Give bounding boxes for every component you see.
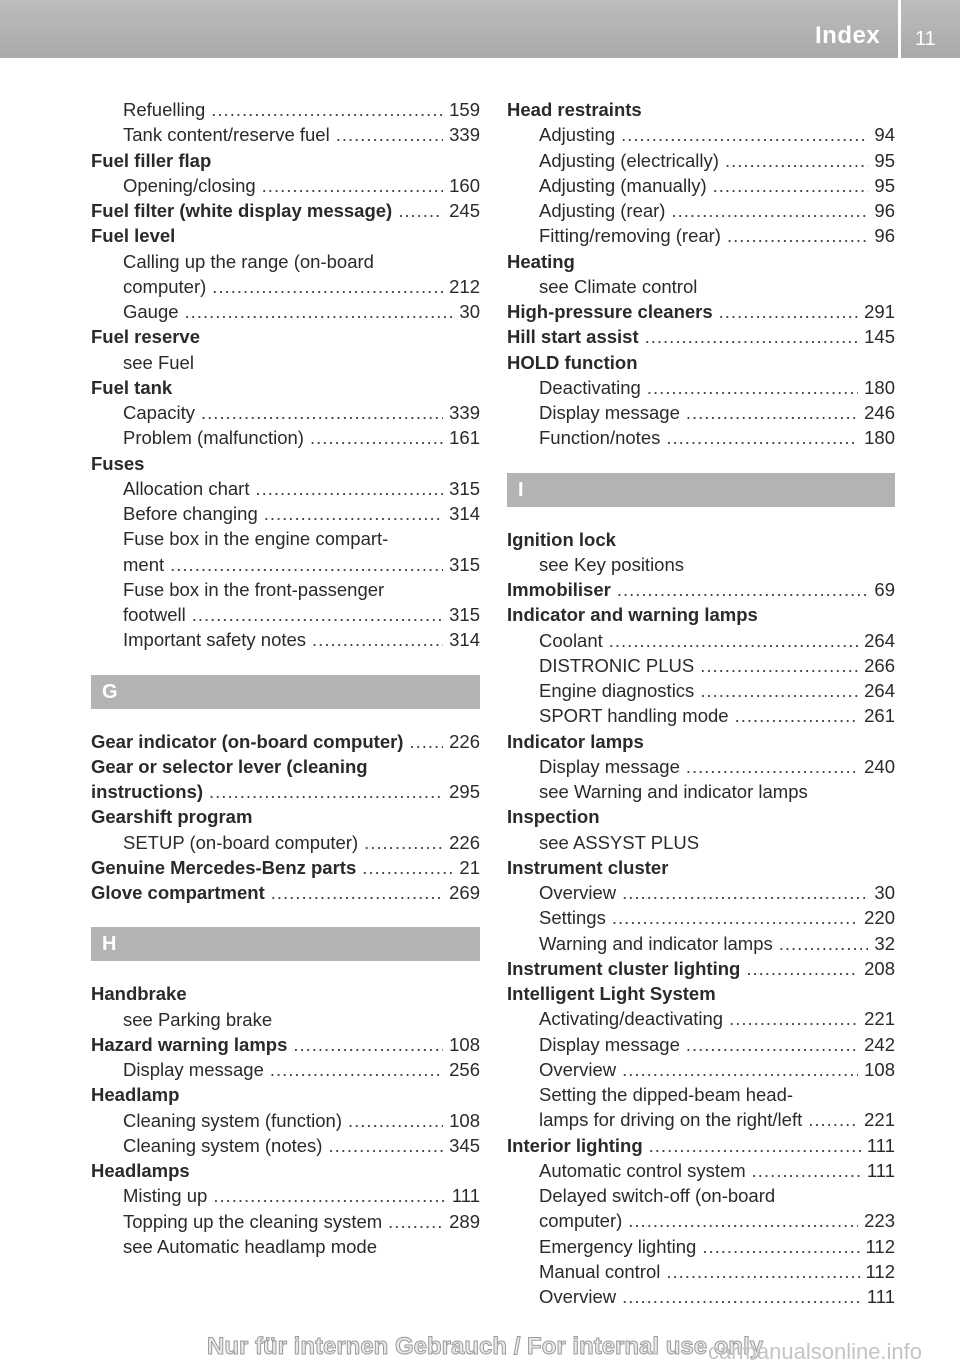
page-ref: 242 — [864, 1033, 895, 1055]
entry-text: Coolant — [539, 629, 603, 651]
dot-leader — [647, 375, 858, 400]
index-entry[interactable] — [507, 324, 895, 349]
index-entry — [507, 249, 895, 274]
dot-leader — [686, 400, 858, 425]
page-ref: 261 — [864, 705, 895, 727]
entry-text: Capacity — [123, 402, 195, 423]
entry-text: ment — [123, 553, 165, 575]
entry-text: Refuelling — [123, 99, 206, 120]
page-ref: 160 — [449, 174, 480, 196]
page-ref: 212 — [449, 275, 480, 297]
page-ref: 208 — [864, 957, 895, 979]
entry-text: Tank content/reserve fuel — [123, 124, 330, 146]
dot-leader — [609, 628, 858, 653]
entry-text: Fuel filler flap — [91, 149, 212, 171]
entry-text: see Parking brake — [123, 1008, 273, 1030]
entry-text: Fuses — [91, 452, 145, 474]
entry-text: computer) — [123, 275, 207, 297]
dot-leader — [735, 703, 859, 728]
dot-leader — [170, 552, 443, 577]
index-subentry[interactable] — [507, 1057, 895, 1082]
index-subentry[interactable] — [91, 122, 480, 147]
index-subentry[interactable] — [91, 501, 480, 526]
page-ref: 315 — [449, 553, 480, 575]
entry-text: Manual control — [539, 1260, 661, 1282]
dot-leader — [348, 1108, 443, 1133]
index-subentry[interactable] — [507, 1158, 895, 1183]
index-subentry[interactable] — [507, 223, 895, 248]
entry-text: SETUP (on-board computer) — [123, 831, 359, 853]
entry-text: Display message — [123, 1059, 264, 1080]
index-entry[interactable] — [91, 1032, 480, 1057]
dot-leader — [621, 122, 868, 147]
entry-text: see Key positions — [539, 553, 685, 575]
entry-text: Adjusting (manually) — [539, 174, 707, 196]
index-subentry — [507, 274, 895, 299]
index-entry[interactable] — [91, 855, 480, 880]
dot-leader — [671, 198, 868, 223]
dot-leader — [686, 1032, 858, 1057]
index-subentry[interactable] — [91, 602, 480, 627]
entry-text: Fuel level — [91, 225, 176, 247]
index-entry[interactable] — [91, 779, 480, 804]
dot-leader — [700, 653, 858, 678]
page-ref: 108 — [449, 1109, 480, 1131]
section-letter: G — [91, 675, 480, 709]
page-ref: 339 — [449, 402, 480, 423]
index-column-left — [91, 97, 480, 1259]
index-entry — [91, 375, 480, 400]
entry-text: Intelligent Light System — [507, 983, 716, 1004]
index-subentry[interactable] — [507, 880, 895, 905]
dot-leader — [622, 1057, 858, 1082]
page-ref: 226 — [449, 730, 480, 752]
entry-text: Important safety notes — [123, 629, 307, 651]
index-subentry — [507, 1183, 895, 1208]
entry-text: Fitting/removing (rear) — [539, 225, 721, 247]
page-number: 11 — [915, 28, 936, 50]
dot-leader — [185, 299, 454, 324]
entry-text: Overview — [539, 1058, 617, 1080]
dot-leader — [622, 880, 868, 905]
entry-text: Before changing — [123, 503, 258, 524]
dot-leader — [727, 223, 868, 248]
page-ref: 289 — [449, 1210, 480, 1232]
entry-text: Engine diagnostics — [539, 680, 695, 701]
index-subentry[interactable] — [507, 1032, 895, 1057]
page-ref: 180 — [864, 376, 895, 398]
page-ref: 339 — [449, 124, 480, 146]
index-entry[interactable] — [507, 577, 895, 602]
dot-leader — [192, 602, 443, 627]
page-ref: 108 — [864, 1058, 895, 1080]
dot-leader — [700, 678, 858, 703]
entry-text: Settings — [539, 907, 606, 929]
dot-leader — [779, 931, 869, 956]
entry-text: HOLD function — [507, 351, 638, 373]
entry-text: Hazard warning lamps — [91, 1033, 288, 1055]
entry-text: Gear or selector lever (cleaning — [91, 755, 368, 777]
footer-watermark: Nur für internen Gebrauch / For internal use only — [207, 1333, 764, 1360]
index-subentry[interactable] — [507, 122, 895, 147]
page-ref: 180 — [864, 427, 895, 449]
page-ref: 111 — [866, 1134, 895, 1156]
entry-text: Opening/closing — [123, 174, 256, 196]
index-entry[interactable] — [91, 880, 480, 905]
dot-leader — [362, 855, 453, 880]
entry-text: Setting the dipped-beam head- — [539, 1084, 794, 1105]
page-ref: 108 — [449, 1033, 480, 1055]
index-subentry[interactable] — [507, 628, 895, 653]
dot-leader — [725, 148, 868, 173]
index-subentry[interactable] — [507, 931, 895, 956]
entry-text: Cleaning system (function) — [123, 1109, 343, 1131]
entry-text: Calling up the range (on-board — [123, 250, 374, 272]
page-ref: 240 — [864, 755, 895, 777]
page-ref: 30 — [874, 882, 895, 903]
entry-text: Indicator lamps — [507, 730, 644, 752]
page-ref: 314 — [449, 503, 480, 524]
index-subentry[interactable] — [507, 148, 895, 173]
page-ref: 223 — [864, 1210, 895, 1232]
page-ref: 94 — [874, 124, 895, 146]
dot-leader — [702, 1234, 859, 1259]
entry-text: Overview — [539, 1286, 617, 1307]
page-ref: 95 — [874, 149, 895, 171]
page-ref: 111 — [451, 1185, 480, 1207]
entry-text: computer) — [539, 1210, 623, 1232]
index-subentry[interactable] — [91, 1209, 480, 1234]
entry-text: Adjusting — [539, 124, 616, 146]
dot-leader — [746, 956, 858, 981]
index-subentry[interactable] — [507, 905, 895, 930]
index-entry[interactable] — [91, 198, 480, 223]
page-ref: 220 — [864, 907, 895, 929]
page-ref: 145 — [864, 326, 895, 348]
entry-text: Display message — [539, 402, 680, 423]
index-entry — [91, 1082, 480, 1107]
dot-leader — [666, 425, 858, 450]
dot-leader — [310, 425, 443, 450]
entry-text: Headlamp — [91, 1084, 180, 1106]
index-entry — [507, 804, 895, 829]
entry-text: SPORT handling mode — [539, 705, 729, 727]
index-entry — [91, 1158, 480, 1183]
page-ref: 69 — [874, 579, 895, 600]
entry-text: see Warning and indicator lamps — [539, 781, 808, 802]
index-subentry[interactable] — [507, 1234, 895, 1259]
index-subentry[interactable] — [507, 173, 895, 198]
dot-leader — [328, 1133, 443, 1158]
index-subentry[interactable] — [91, 1133, 480, 1158]
index-entry — [91, 754, 480, 779]
index-subentry — [507, 552, 895, 577]
footer-site: carmanualsonline.info — [708, 1339, 923, 1364]
entry-text: Adjusting (electrically) — [539, 149, 719, 171]
entry-text: Emergency lighting — [539, 1235, 697, 1257]
page-ref: 221 — [864, 1008, 895, 1030]
section-gap — [91, 653, 480, 675]
index-subentry[interactable] — [507, 1006, 895, 1031]
index-subentry — [91, 249, 480, 274]
entry-text: Head restraints — [507, 99, 642, 120]
page-ref: 111 — [866, 1159, 895, 1181]
entry-text: see ASSYST PLUS — [539, 831, 700, 853]
section-letter: I — [507, 473, 895, 507]
dot-leader — [264, 501, 443, 526]
page-ref: 159 — [449, 99, 480, 120]
page-ref: 295 — [449, 781, 480, 802]
entry-text: Delayed switch-off (on-board — [539, 1185, 776, 1206]
page-ref: 246 — [864, 402, 895, 423]
dot-leader — [666, 1259, 859, 1284]
dot-leader — [645, 324, 859, 349]
dot-leader — [262, 173, 443, 198]
index-subentry[interactable] — [91, 476, 480, 501]
index-entry — [507, 97, 895, 122]
page-ref: 96 — [874, 200, 895, 221]
section-gap — [91, 905, 480, 927]
dot-leader — [293, 1032, 443, 1057]
dot-leader — [312, 627, 443, 652]
entry-text: Instrument cluster — [507, 856, 669, 878]
index-entry — [507, 602, 895, 627]
entry-text: Interior lighting — [507, 1134, 643, 1156]
index-subentry[interactable] — [507, 754, 895, 779]
dot-leader — [752, 1158, 861, 1183]
index-subentry[interactable] — [91, 299, 480, 324]
dot-leader — [713, 173, 869, 198]
index-column-right — [507, 97, 895, 1309]
entry-text: Immobiliser — [507, 579, 611, 600]
entry-text: Misting up — [123, 1185, 208, 1207]
entry-text: Inspection — [507, 806, 600, 828]
page-ref: 245 — [449, 200, 480, 221]
entry-text: Indicator and warning lamps — [507, 604, 758, 626]
dot-leader — [255, 476, 443, 501]
entry-text: Adjusting (rear) — [539, 200, 666, 221]
index-subentry[interactable] — [91, 425, 480, 450]
index-subentry — [507, 830, 895, 855]
index-subentry[interactable] — [91, 173, 480, 198]
index-subentry — [91, 1007, 480, 1032]
index-subentry[interactable] — [507, 653, 895, 678]
index-entry[interactable] — [91, 729, 480, 754]
entry-text: Fuel reserve — [91, 326, 201, 348]
entry-text: Warning and indicator lamps — [539, 932, 773, 954]
index-subentry[interactable] — [507, 375, 895, 400]
index-subentry — [91, 1234, 480, 1259]
index-entry[interactable] — [507, 956, 895, 981]
entry-text: Topping up the cleaning system — [123, 1210, 383, 1232]
entry-text: Fuse box in the front-passenger — [123, 578, 385, 600]
dot-leader — [729, 1006, 858, 1031]
page-ref: 95 — [874, 174, 895, 196]
entry-text: Fuse box in the engine compart- — [123, 528, 389, 550]
entry-text: High-pressure cleaners — [507, 301, 713, 322]
index-entry — [507, 855, 895, 880]
dot-leader — [719, 299, 858, 324]
dot-leader — [211, 97, 443, 122]
entry-text: Display message — [539, 755, 680, 777]
index-subentry[interactable] — [507, 400, 895, 425]
dot-leader — [409, 729, 443, 754]
entry-text: Handbrake — [91, 983, 187, 1005]
entry-text: Activating/deactivating — [539, 1008, 724, 1030]
index-subentry[interactable] — [91, 552, 480, 577]
index-subentry[interactable] — [507, 678, 895, 703]
dot-leader — [628, 1208, 858, 1233]
dot-leader — [398, 198, 443, 223]
entry-text: Deactivating — [539, 376, 641, 398]
entry-text: Glove compartment — [91, 882, 265, 903]
dot-leader — [201, 400, 443, 425]
index-subentry[interactable] — [507, 1284, 895, 1309]
page-ref: 315 — [449, 604, 480, 625]
entry-text: Ignition lock — [507, 528, 616, 550]
page-ref: 111 — [866, 1286, 895, 1307]
index-subentry[interactable] — [507, 703, 895, 728]
entry-text: Function/notes — [539, 427, 661, 449]
dot-leader — [364, 830, 443, 855]
dot-leader — [270, 1057, 443, 1082]
dot-leader — [612, 905, 858, 930]
entry-text: Fuel tank — [91, 376, 173, 398]
index-subentry[interactable] — [507, 1107, 895, 1132]
entry-text: footwell — [123, 604, 186, 625]
index-subentry — [507, 779, 895, 804]
index-subentry[interactable] — [91, 1183, 480, 1208]
entry-text: DISTRONIC PLUS — [539, 654, 695, 676]
page-ref: 291 — [864, 301, 895, 322]
page-ref: 314 — [449, 629, 480, 651]
entry-text: Fuel filter (white display message) — [91, 200, 393, 221]
entry-text: Genuine Mercedes-Benz parts — [91, 856, 357, 878]
index-entry — [507, 350, 895, 375]
index-entry — [507, 981, 895, 1006]
dot-leader — [686, 754, 858, 779]
page-ref: 30 — [459, 301, 480, 322]
index-entry — [91, 223, 480, 248]
dot-leader — [808, 1107, 858, 1132]
index-subentry[interactable] — [91, 1108, 480, 1133]
page-ref: 226 — [449, 831, 480, 853]
entry-text: see Fuel — [123, 351, 194, 373]
entry-text: instructions) — [91, 781, 204, 802]
entry-text: Headlamps — [91, 1160, 190, 1181]
index-subentry[interactable] — [91, 1057, 480, 1082]
index-entry — [91, 324, 480, 349]
index-entry — [507, 729, 895, 754]
page-ref: 264 — [864, 680, 895, 701]
entry-text: Problem (malfunction) — [123, 427, 304, 449]
entry-text: see Automatic headlamp mode — [123, 1235, 378, 1257]
index-subentry — [507, 1082, 895, 1107]
index-subentry[interactable] — [91, 97, 480, 122]
index-subentry — [91, 577, 480, 602]
page-ref: 112 — [865, 1235, 895, 1257]
index-subentry[interactable] — [507, 425, 895, 450]
dot-leader — [336, 122, 443, 147]
page-ref: 269 — [449, 882, 480, 903]
entry-text: Heating — [507, 250, 575, 272]
page-ref: 161 — [449, 427, 480, 449]
section-letter: H — [91, 927, 480, 961]
page-ref: 221 — [864, 1109, 895, 1131]
entry-text: lamps for driving on the right/left — [539, 1109, 803, 1131]
index-entry — [91, 804, 480, 829]
dot-leader — [209, 779, 443, 804]
entry-text: Hill start assist — [507, 326, 639, 348]
entry-text: Overview — [539, 882, 617, 903]
header-bar — [0, 0, 960, 58]
page-ref: 32 — [874, 932, 895, 954]
dot-leader — [388, 1209, 443, 1234]
entry-text: Cleaning system (notes) — [123, 1134, 323, 1156]
dot-leader — [212, 274, 443, 299]
page-ref: 345 — [449, 1134, 480, 1156]
page-ref: 315 — [449, 477, 480, 499]
dot-leader — [213, 1183, 446, 1208]
index-subentry[interactable] — [507, 1208, 895, 1233]
index-subentry[interactable] — [91, 830, 480, 855]
page-ref: 264 — [864, 629, 895, 651]
entry-text: Gauge — [123, 301, 179, 322]
dot-leader — [271, 880, 443, 905]
entry-text: Gear indicator (on-board computer) — [91, 730, 404, 752]
index-subentry[interactable] — [507, 1259, 895, 1284]
index-subentry — [91, 526, 480, 551]
entry-text: Automatic control system — [539, 1159, 746, 1181]
header-divider — [898, 0, 901, 58]
dot-leader — [617, 577, 869, 602]
page-ref: 256 — [449, 1059, 480, 1080]
page-ref: 112 — [865, 1260, 895, 1282]
index-subentry[interactable] — [507, 198, 895, 223]
index-entry — [91, 981, 480, 1006]
page-ref: 21 — [459, 856, 480, 878]
index-entry — [91, 148, 480, 173]
page-ref: 96 — [874, 225, 895, 247]
index-entry[interactable] — [507, 1133, 895, 1158]
dot-leader — [649, 1133, 861, 1158]
section-gap — [507, 451, 895, 473]
page-ref: 266 — [864, 654, 895, 676]
index-subentry[interactable] — [91, 627, 480, 652]
entry-text: Gearshift program — [91, 806, 253, 828]
page-title: Index — [815, 22, 881, 49]
dot-leader — [622, 1284, 861, 1309]
index-entry — [507, 527, 895, 552]
index-entry[interactable] — [507, 299, 895, 324]
index-subentry — [91, 350, 480, 375]
entry-text: Display message — [539, 1033, 680, 1055]
entry-text: Instrument cluster lighting — [507, 957, 741, 979]
entry-text: see Climate control — [539, 275, 698, 297]
entry-text: Allocation chart — [123, 477, 250, 499]
index-subentry[interactable] — [91, 274, 480, 299]
index-subentry[interactable] — [91, 400, 480, 425]
index-entry — [91, 451, 480, 476]
